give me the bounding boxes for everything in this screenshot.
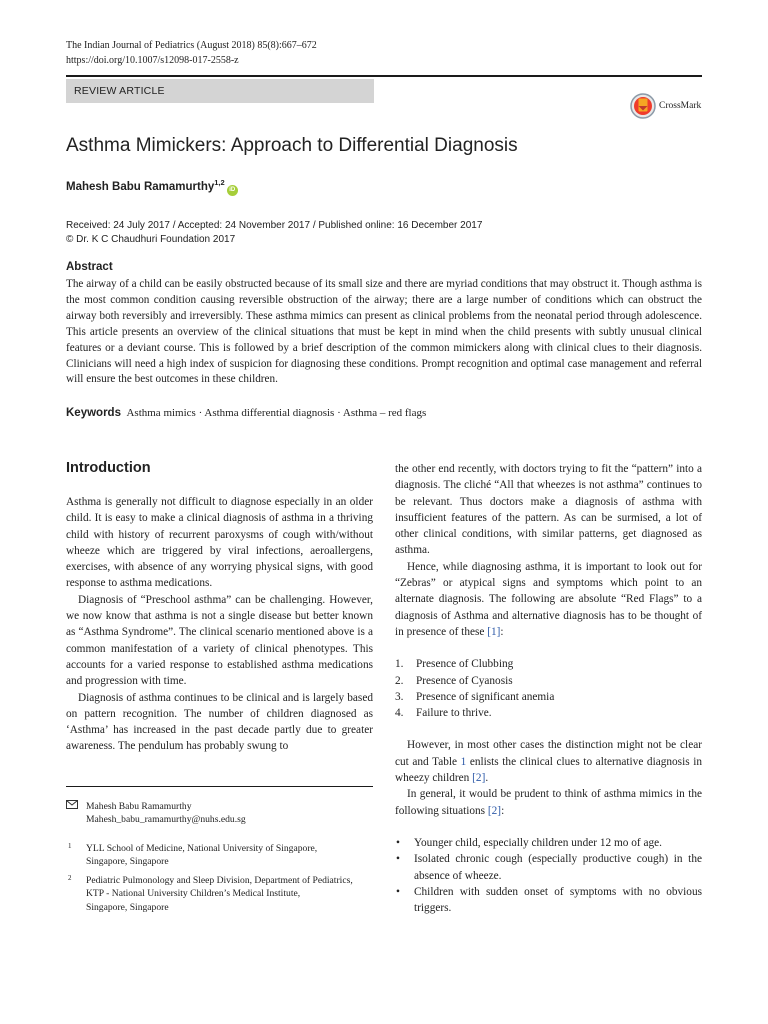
footnote-rule <box>66 786 373 787</box>
introduction-heading: Introduction <box>66 460 151 476</box>
journal-citation: The Indian Journal of Pediatrics (August 2018) 85(8):667–672 <box>66 40 317 51</box>
crossmark-badge[interactable] <box>630 93 706 121</box>
intro-paragraph-1: Asthma is generally not difficult to diagnose especially in an older child. It is easy to make a clinical diagnosis of asthma in a thriving child with history of recurrent paroxysms of cough with/without wheeze which are triggered by viral infections, aeroallergens, exercises, with absence of any worrying physical signs, with good response to asthma medications. <box>66 496 373 590</box>
keywords-line <box>66 405 426 421</box>
author-line <box>66 178 238 196</box>
right-paragraph-4: In general, it would be prudent to think of asthma mimics in the following situations [2]: <box>395 788 702 817</box>
keywords-text: Asthma mimics · Asthma differential diagnosis · Asthma – red flags <box>126 407 427 419</box>
left-column <box>66 494 373 755</box>
keywords-label: Keywords <box>66 407 121 419</box>
situations-list <box>395 835 702 916</box>
citation-link[interactable]: [2] <box>472 772 486 785</box>
list-item: • Isolated chronic cough (especially productive cough) in the absence of wheeze. <box>396 853 702 882</box>
red-flags-list <box>395 656 702 721</box>
orcid-icon[interactable]: iD <box>227 185 238 196</box>
article-type-banner: REVIEW ARTICLE <box>66 79 374 103</box>
copyright-line: © Dr. K C Chaudhuri Foundation 2017 <box>66 234 236 245</box>
author-name[interactable]: Mahesh Babu Ramamurthy <box>66 180 215 193</box>
right-paragraph-2: Hence, while diagnosing asthma, it is important to look out for “Zebras” or atypical signs and symptoms which point to an alternate diagnosis. The following are absolute “Red Flags” to a diagnosis of Asthma and alternative diagnosis has to be thought of in presence of these [1]: <box>395 560 702 638</box>
publication-dates <box>66 219 482 247</box>
list-item: • Children with sudden onset of symptoms with no obvious triggers. <box>396 885 702 915</box>
list-item: • Younger child, especially children under 12 mo of age. <box>396 836 662 849</box>
affiliation-2: Pediatric Pulmonology and Sleep Division, Department of Pediatrics, KTP - National University Children’s Medical Institute, Singapore, Singapore <box>86 875 353 913</box>
corresponding-name: Mahesh Babu Ramamurthy <box>86 801 192 812</box>
right-paragraph-3: However, in most other cases the distinction might not be clear cut and Table 1 enlists the clinical clues to alternative diagnosis in wheezy children [2]. <box>395 739 702 785</box>
right-paragraph-1: the other end recently, with doctors trying to fit the “pattern” into a diagnosis. The cliché “All that wheezes is not asthma” continues to be relevant. Thus doctors make a diagnosis of asthma with insufficient features of the pattern. As can be surmised, a lot of other clinical conditions, with similar patterns, get diagnosed as asthma. <box>395 463 702 557</box>
citation-link[interactable]: [2] <box>487 804 502 817</box>
intro-paragraph-3: Diagnosis of asthma continues to be clinical and is largely based on pattern recognition. The number of children diagnosed as ‘Asthma’ has increased in the past decade partly due to greater awareness. The pendulum has probably swung to <box>66 691 373 753</box>
right-column <box>395 461 702 916</box>
list-item: 3. Presence of significant anemia <box>395 690 555 703</box>
affiliation-1: YLL School of Medicine, National University of Singapore, Singapore, Singapore <box>86 843 318 868</box>
list-item: 4. Failure to thrive. <box>395 707 492 720</box>
envelope-icon <box>66 800 78 813</box>
intro-paragraph-2: Diagnosis of “Preschool asthma” can be challenging. However, we now know that asthma is not a single disease but better known as “Asthma Syndrome”. The clinical scenario mentioned above is a common manifestation of a variety of clinical phenotypes. This accounts for a varied response to established asthma medications and progression with time. <box>66 593 373 688</box>
article-title: Asthma Mimickers: Approach to Differential Diagnosis <box>66 135 518 156</box>
crossmark-label: CrossMark <box>659 101 702 111</box>
author-affiliation-marks: 1,2 <box>214 178 225 187</box>
corresponding-author <box>86 800 246 827</box>
abstract-heading: Abstract <box>66 261 113 273</box>
doi-link[interactable]: https://doi.org/10.1007/s12098-017-2558-z <box>66 55 239 66</box>
abstract-text: The airway of a child can be easily obstructed because of its small size and there are myriad conditions that may obstruct it. Though asthma is the most common condition causing reversible obstruction of the airway; there are a large number of conditions which can obstruct the airway both reversibly and irreversibly. These asthma mimics can present as clinical problems from the neonatal period through adolescence. This article presents an overview of the clinical situations that must be kept in mind when the child presents with subtly unusual clinical features or a deviant course. This is followed by a brief description of the common mimickers along with clinical clues to their diagnosis. Clinicians will need a high index of suspicion for diagnosing these conditions. Prompt recognition and optimal case management and referral will ensure the best outcomes in these children. <box>66 278 702 386</box>
affiliation-1-mark: 1 <box>68 842 72 850</box>
table-link[interactable]: 1 <box>460 755 467 768</box>
citation-link[interactable]: [1] <box>487 625 501 638</box>
header-rule <box>66 75 702 77</box>
corresponding-email[interactable]: Mahesh_babu_ramamurthy@nuhs.edu.sg <box>86 814 246 826</box>
affiliation-2-mark: 2 <box>68 874 72 882</box>
crossmark-icon <box>630 93 656 119</box>
dates-line: Received: 24 July 2017 / Accepted: 24 November 2017 / Published online: 16 December 2017 <box>66 220 483 231</box>
list-item: 1. Presence of Clubbing <box>395 658 514 671</box>
list-item: 2. Presence of Cyanosis <box>395 674 513 687</box>
